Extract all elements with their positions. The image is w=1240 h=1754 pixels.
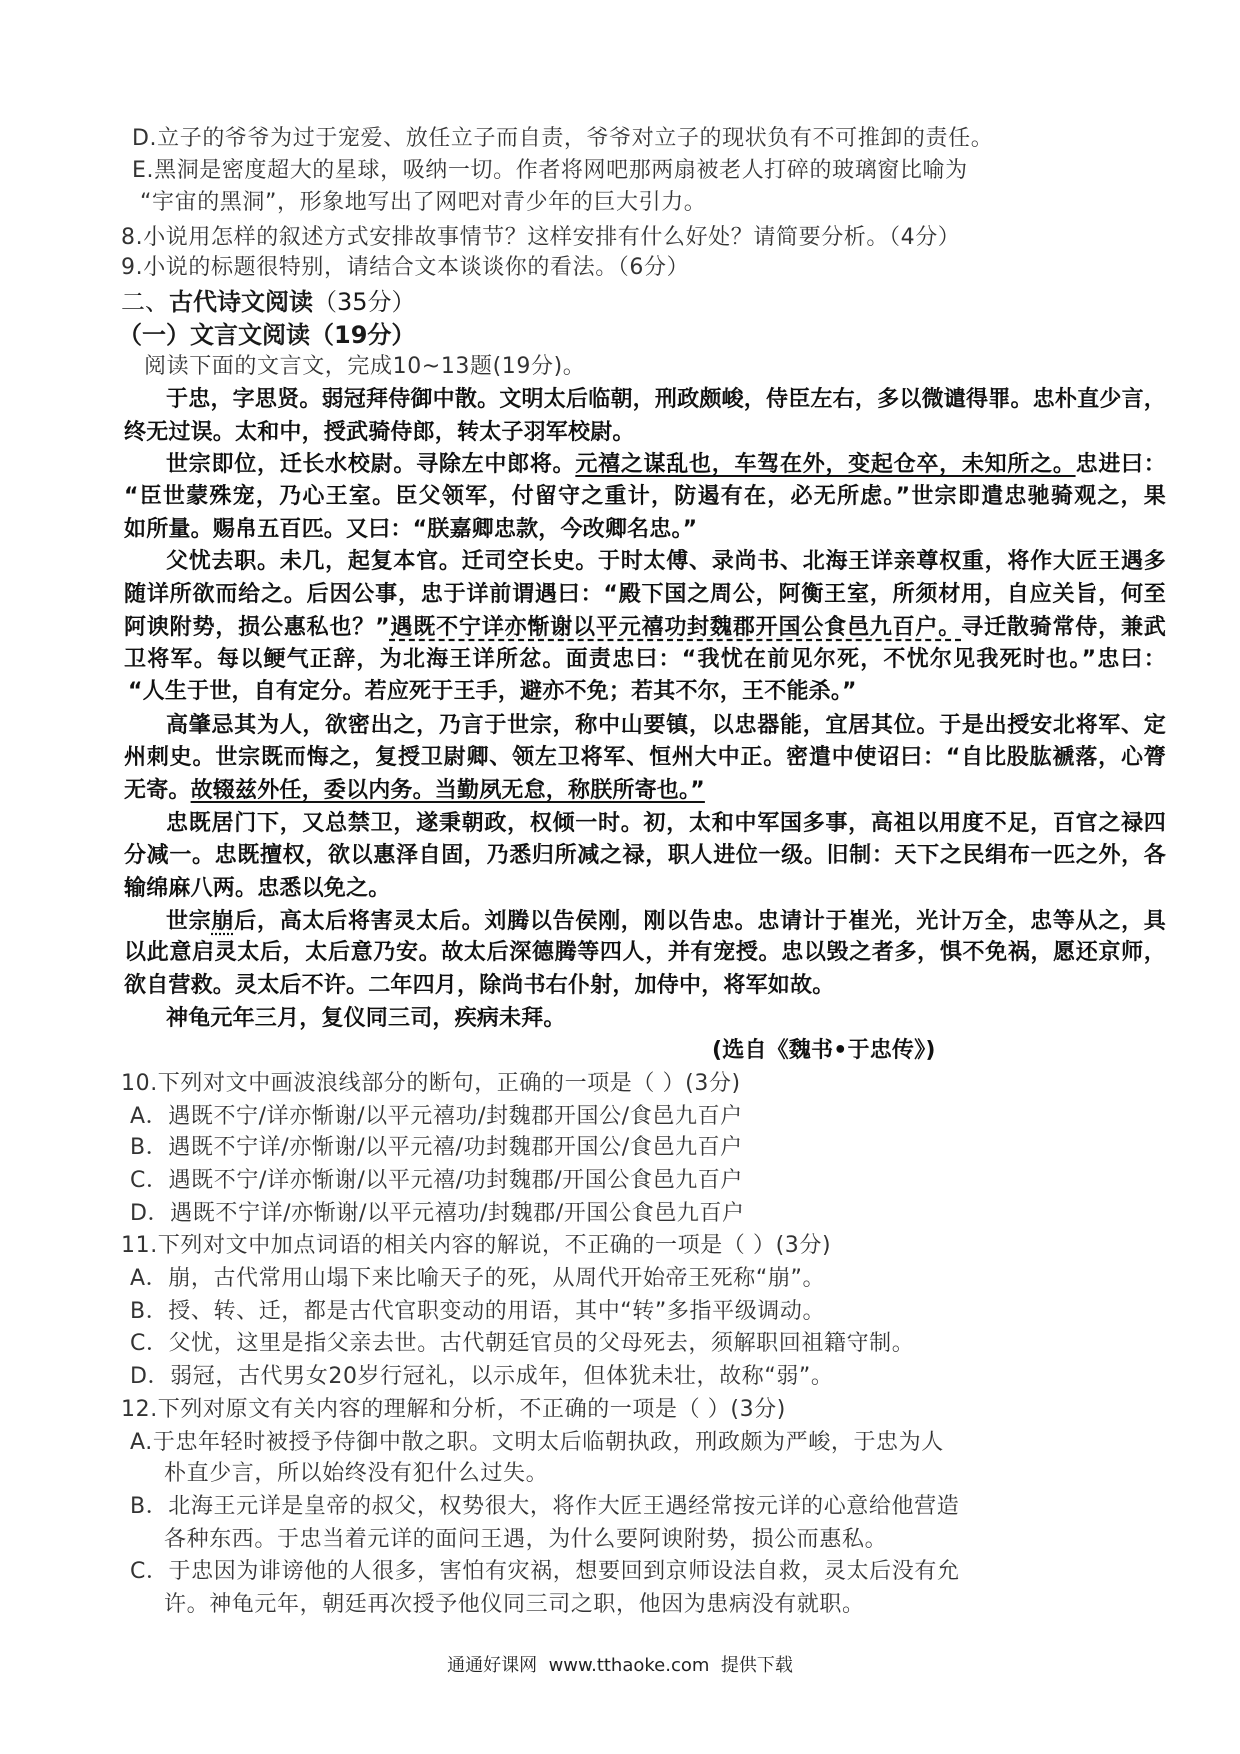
question-10-option-b: B．遇既不宁详/亦惭谢/以平元禧/功封魏郡开国公/食邑九百户 [130,1135,743,1160]
passage-source: (选自《魏书•于忠传》) [712,1038,936,1063]
question-8: 8.小说用怎样的叙述方式安排故事情节？这样安排有什么好处？请简要分析。（4分） [121,225,961,250]
passage-text: 世宗即位，迁长水校尉。寻除左中郎将。 [166,452,576,477]
passage-line: 随详所欲而给之。后因公事，忠于详前谓遇曰：“殿下国之周公，阿衡王室，所须材用，自应关旨，何至 [124,582,1166,607]
reading-instruction: 阅读下面的文言文，完成10~13题(19分)。 [144,354,586,379]
passage-line: 父忧去职。未几，起复本官。迁司空长史。于时太傅、录尚书、北海王详亲尊权重，将作大匠王遇多 [166,549,1166,574]
passage-line [166,907,1166,937]
question-9: 9.小说的标题很特别，请结合文本谈谈你的看法。（6分） [121,255,690,280]
option-d: D.立子的爷爷为过于宠爱、放任立子而自责，爷爷对立子的现状负有不可推卸的责任。 [132,126,994,151]
passage-text: 后，高太后将害灵太后。刘腾以告侯刚，刚以告忠。忠请计于崔光，光计万全，忠等从之，具 [234,909,1167,934]
option-e-line1: E.黑洞是密度超大的星球，吸纳一切。作者将网吧那两扇被老人打碎的玻璃窗比喻为 [132,158,968,183]
passage-line: 分减一。忠既擅权，欲以惠泽自固，乃悉归所减之禄，职人进位一级。旧制：天下之民绢布一匹之外，各 [124,843,1166,868]
question-12-option-c: C．于忠因为诽谤他的人很多，害怕有灾祸，想要回到京师设法自救，灵太后没有允 [130,1559,960,1584]
section-score: （35分） [313,288,416,316]
passage-text: 忠进曰： [1075,452,1166,477]
passage-line: 如所量。赐帛五百匹。又曰：“朕嘉卿忠款，今改卿名忠。” [124,517,698,542]
question-12-option-b-cont: 各种东西。于忠当着元详的面问王遇，为什么要阿谀附势，损公而惠私。 [164,1527,888,1552]
passage-line: 高肇忌其为人，欲密出之，乃言于世宗，称中山要镇，以忠器能，宜居其位。于是出授安北将军、定 [166,713,1166,738]
passage-line: “人生于世，自有定分。若应死于王手，避亦不免；若其不尔，王不能杀。” [128,679,857,704]
subsection-heading: （一）文言文阅读（19分） [118,321,416,349]
passage-text: 阿谀附势，损公惠私也？” [124,615,390,640]
question-10: 10.下列对文中画波浪线部分的断句，正确的一项是（ ）(3分) [121,1071,741,1096]
passage-line: 输绵麻八两。忠悉以免之。 [124,876,391,901]
passage-line [124,613,1166,643]
question-11-option-b: B．授、转、迁，都是古代官职变动的用语，其中“转”多指平级调动。 [130,1299,826,1324]
question-11-option-a: A．崩，古代常用山塌下来比喻天子的死，从周代开始帝王死称“崩”。 [130,1266,826,1291]
question-10-option-a: A．遇既不宁/详亦惭谢/以平元禧功/封魏郡开国公/食邑九百户 [130,1104,743,1129]
section-title: 古代诗文阅读 [169,288,313,316]
dotted-word: 崩 [211,909,235,934]
option-e-line2: “宇宙的黑洞”，形象地写出了网吧对青少年的巨大引力。 [140,190,707,215]
page-footer: 通通好课网 www.tthaoke.com 提供下载 [447,1655,793,1676]
passage-line: 忠既居门下，又总禁卫，遂秉朝政，权倾一时。初，太和中军国多事，高祖以用度不足，百官之禄四 [166,811,1166,836]
question-11-option-d: D．弱冠，古代男女20岁行冠礼，以示成年，但体犹未壮，故称“弱”。 [130,1364,834,1389]
question-10-option-d: D．遇既不宁详/亦惭谢/以平元禧功/封魏郡/开国公食邑九百户 [130,1201,745,1226]
question-12-option-a: A.于忠年轻时被授予侍御中散之职。文明太后临朝执政，刑政颇为严峻，于忠为人 [130,1430,944,1455]
passage-line: 以此意启灵太后，太后意乃安。故太后深德腾等四人，并有宠授。忠以毁之者多，惧不免祸，愿还京师， [124,940,1166,965]
passage-line: 终无过误。太和中，授武骑侍郎，转太子羽军校尉。 [124,420,635,445]
underlined-sentence: 元禧之谋乱也，车驾在外，变起仓卒，未知所之。 [575,452,1076,477]
passage-line [166,450,1166,480]
passage-line: 于忠，字思贤。弱冠拜侍御中散。文明太后临朝，刑政颇峻，侍臣左右，多以微谴得罪。忠朴直少言， [166,387,1166,412]
passage-line [124,776,1166,806]
question-10-option-c: C．遇既不宁/详亦惭谢/以平元禧/功封魏郡/开国公食邑九百户 [130,1168,744,1193]
passage-text: 无寄。 [124,778,191,803]
question-11: 11.下列对文中加点词语的相关内容的解说，不正确的一项是（ ）(3分) [121,1233,832,1258]
passage-line: 州刺史。世宗既而悔之，复授卫尉卿、领左卫将军、恒州大中正。密遣中使诏曰：“自比股肱褫落，心膂 [124,745,1166,770]
underlined-sentence: 故辍兹外任，委以内务。当勤夙无怠，称朕所寄也。” [190,778,705,803]
question-12-option-b: B．北海王元详是皇帝的叔父，权势很大，将作大匠王遇经常按元详的心意给他营造 [130,1494,960,1519]
passage-text: 寻迁散骑常侍，兼武 [961,615,1166,640]
section-prefix: 二、 [121,288,169,316]
question-12-option-c-cont: 许。神龟元年，朝廷再次授予他仪同三司之职，他因为患病没有就职。 [164,1592,865,1617]
question-12: 12.下列对原文有关内容的理解和分析，不正确的一项是（ ）(3分) [121,1397,786,1422]
passage-line: “臣世蒙殊宠，乃心王室。臣父领军，付留守之重计，防遏有在，必无所虑。”世宗即遣忠驰骑观之，果 [124,484,1166,509]
question-11-option-c: C．父忧，这里是指父亲去世。古代朝廷官员的父母死去，须解职回祖籍守制。 [130,1331,915,1356]
question-12-option-a-cont: 朴直少言，所以始终没有犯什么过失。 [164,1461,549,1486]
wavy-underlined-sentence: 遇既不宁详亦惭谢以平元禧功封魏郡开国公食邑九百户。 [389,615,962,640]
passage-line: 欲自营救。灵太后不许。二年四月，除尚书右仆射，加侍中，将军如故。 [124,973,835,998]
passage-text: 世宗 [166,909,212,934]
passage-line: 卫将军。每以鲠气正辞，为北海王详所忿。面责忠曰：“我忧在前见尔死，不忧尔见我死时也。”忠曰： [124,647,1166,672]
passage-line: 神龟元年三月，复仪同三司，疾病未拜。 [166,1006,566,1031]
section-heading [121,287,416,317]
